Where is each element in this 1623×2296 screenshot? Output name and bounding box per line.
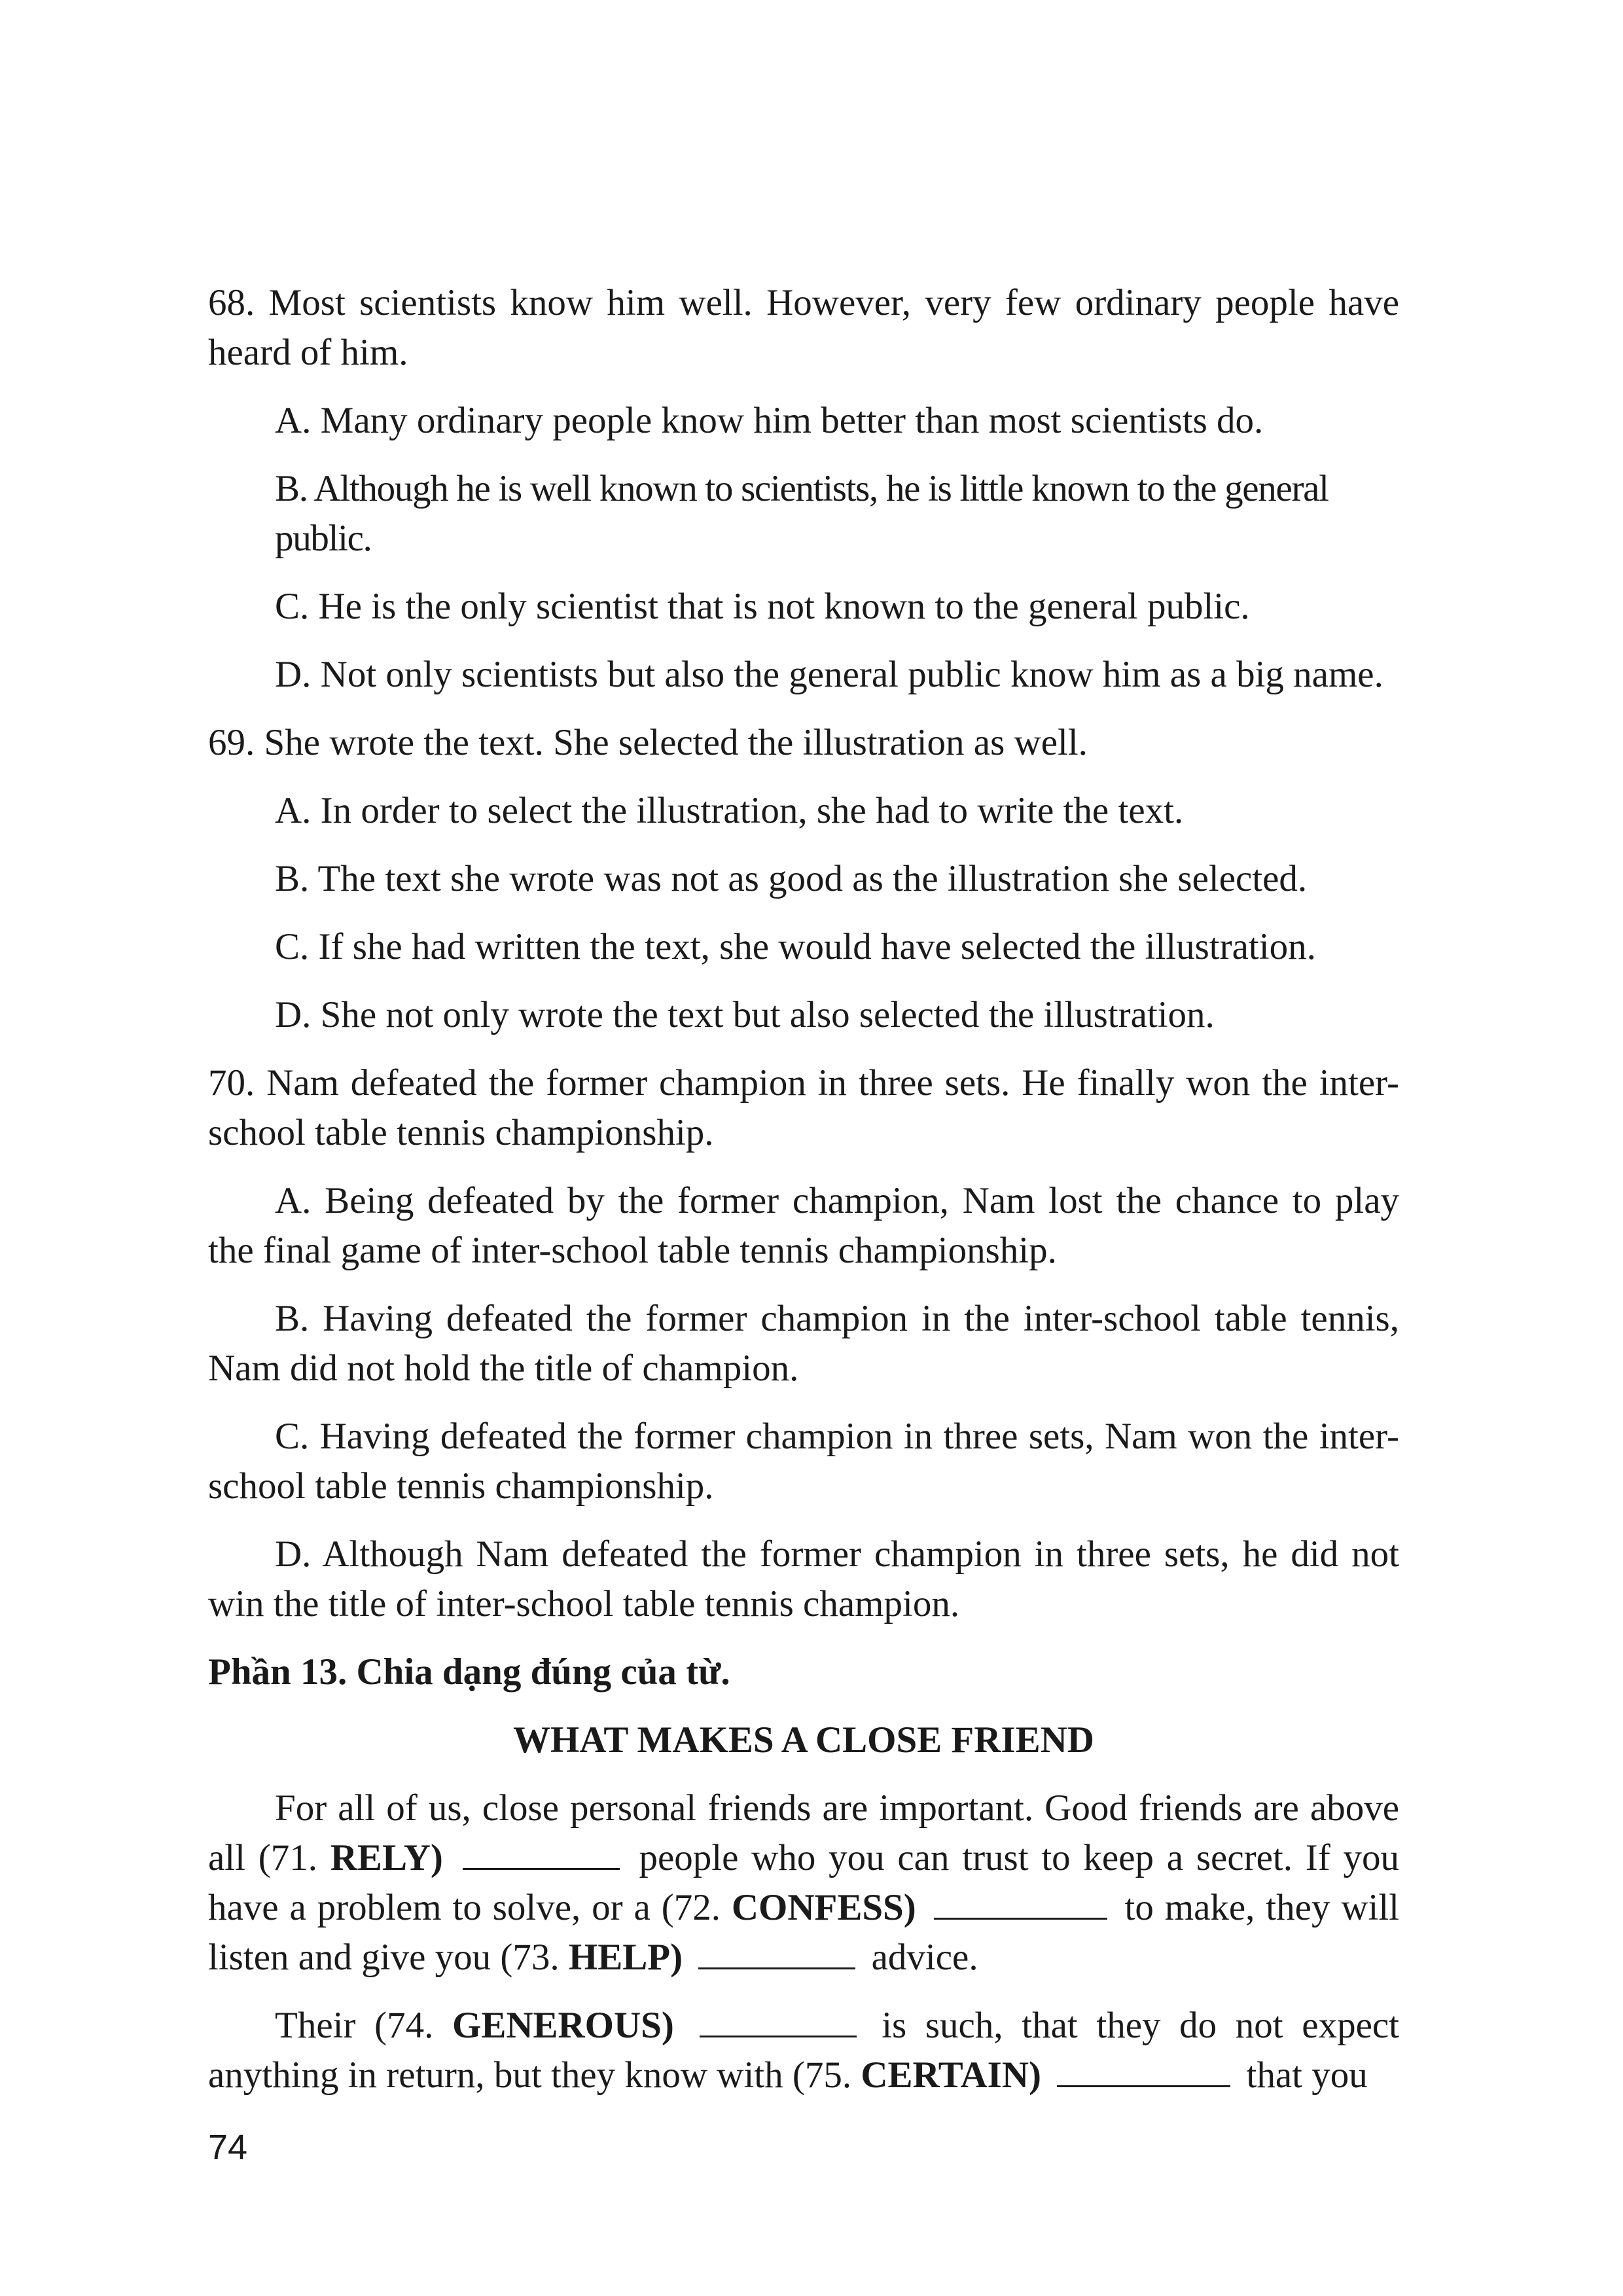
option-68-a: A. Many ordinary people know him better than most scientists do. bbox=[275, 400, 1264, 441]
option-69-b: B. The text she wrote was not as good as the illustration she selected. bbox=[275, 858, 1308, 899]
option-68-c: C. He is the only scientist that is not known to the general public. bbox=[275, 586, 1250, 627]
passage-paragraph-1 bbox=[208, 1784, 1399, 1982]
question-70: 70. Nam defeated the former champion in three sets. He finally won the inter-school table tennis championship. bbox=[208, 1062, 1399, 1153]
option-70-d: D. Although Nam defeated the former champion in three sets, he did not win the title of inter-school table tennis champion. bbox=[208, 1534, 1399, 1624]
option-70-b: B. Having defeated the former champion in the inter-school table tennis, Nam did not hold the title of champion. bbox=[208, 1298, 1399, 1389]
answer-blank-73[interactable] bbox=[698, 1935, 855, 1969]
question-68: 68. Most scientists know him well. However, very few ordinary people have heard of him. bbox=[208, 282, 1399, 373]
answer-blank-71[interactable] bbox=[463, 1835, 620, 1870]
passage-text: For all of us, close personal friends are important. Good friends are above all (71. bbox=[208, 1787, 1399, 1878]
option-70-c: C. Having defeated the former champion in three sets, Nam won the inter-school table tennis championship. bbox=[208, 1416, 1399, 1507]
section-heading: Phần 13. Chia dạng đúng của từ. bbox=[208, 1651, 730, 1693]
keyword-74: GENEROUS) bbox=[452, 2005, 674, 2046]
passage-text: Their (74. bbox=[275, 2005, 434, 2046]
keyword-75: CERTAIN) bbox=[861, 2054, 1041, 2096]
question-69: 69. She wrote the text. She selected the illustration as well. bbox=[208, 722, 1088, 763]
passage-text: is such, that they do not expect anything in return, but they know with (75. bbox=[208, 2005, 1400, 2096]
passage-text: people who you can trust to keep a secret. If you have a problem to solve, or a (72. bbox=[208, 1837, 1400, 1928]
page-number: 74 bbox=[208, 2128, 248, 2167]
document-page bbox=[208, 278, 1399, 2119]
passage-title: WHAT MAKES A CLOSE FRIEND bbox=[513, 1719, 1094, 1761]
answer-blank-74[interactable] bbox=[700, 2003, 857, 2037]
option-69-d: D. She not only wrote the text but also selected the illustration. bbox=[275, 994, 1215, 1035]
option-68-d: D. Not only scientists but also the general public know him as a big name. bbox=[275, 654, 1383, 695]
answer-blank-75[interactable] bbox=[1057, 2053, 1230, 2087]
keyword-72: CONFESS) bbox=[731, 1887, 916, 1928]
passage-text: advice. bbox=[871, 1937, 978, 1978]
passage-text: that you bbox=[1246, 2054, 1368, 2096]
keyword-71: RELY) bbox=[330, 1837, 443, 1878]
option-69-c: C. If she had written the text, she would have selected the illustration. bbox=[275, 926, 1316, 967]
passage-paragraph-2 bbox=[208, 2001, 1399, 2100]
keyword-73: HELP) bbox=[568, 1937, 683, 1978]
option-70-a: A. Being defeated by the former champion, Nam lost the chance to play the final game of inter-school table tennis championship. bbox=[208, 1180, 1399, 1271]
answer-blank-72[interactable] bbox=[934, 1885, 1107, 1920]
option-68-b: B. Although he is well known to scientists, he is little known to the general public. bbox=[275, 468, 1329, 559]
option-69-a: A. In order to select the illustration, she had to write the text. bbox=[275, 790, 1184, 831]
passage-text: to make, they will listen and give you (73. bbox=[208, 1887, 1399, 1978]
